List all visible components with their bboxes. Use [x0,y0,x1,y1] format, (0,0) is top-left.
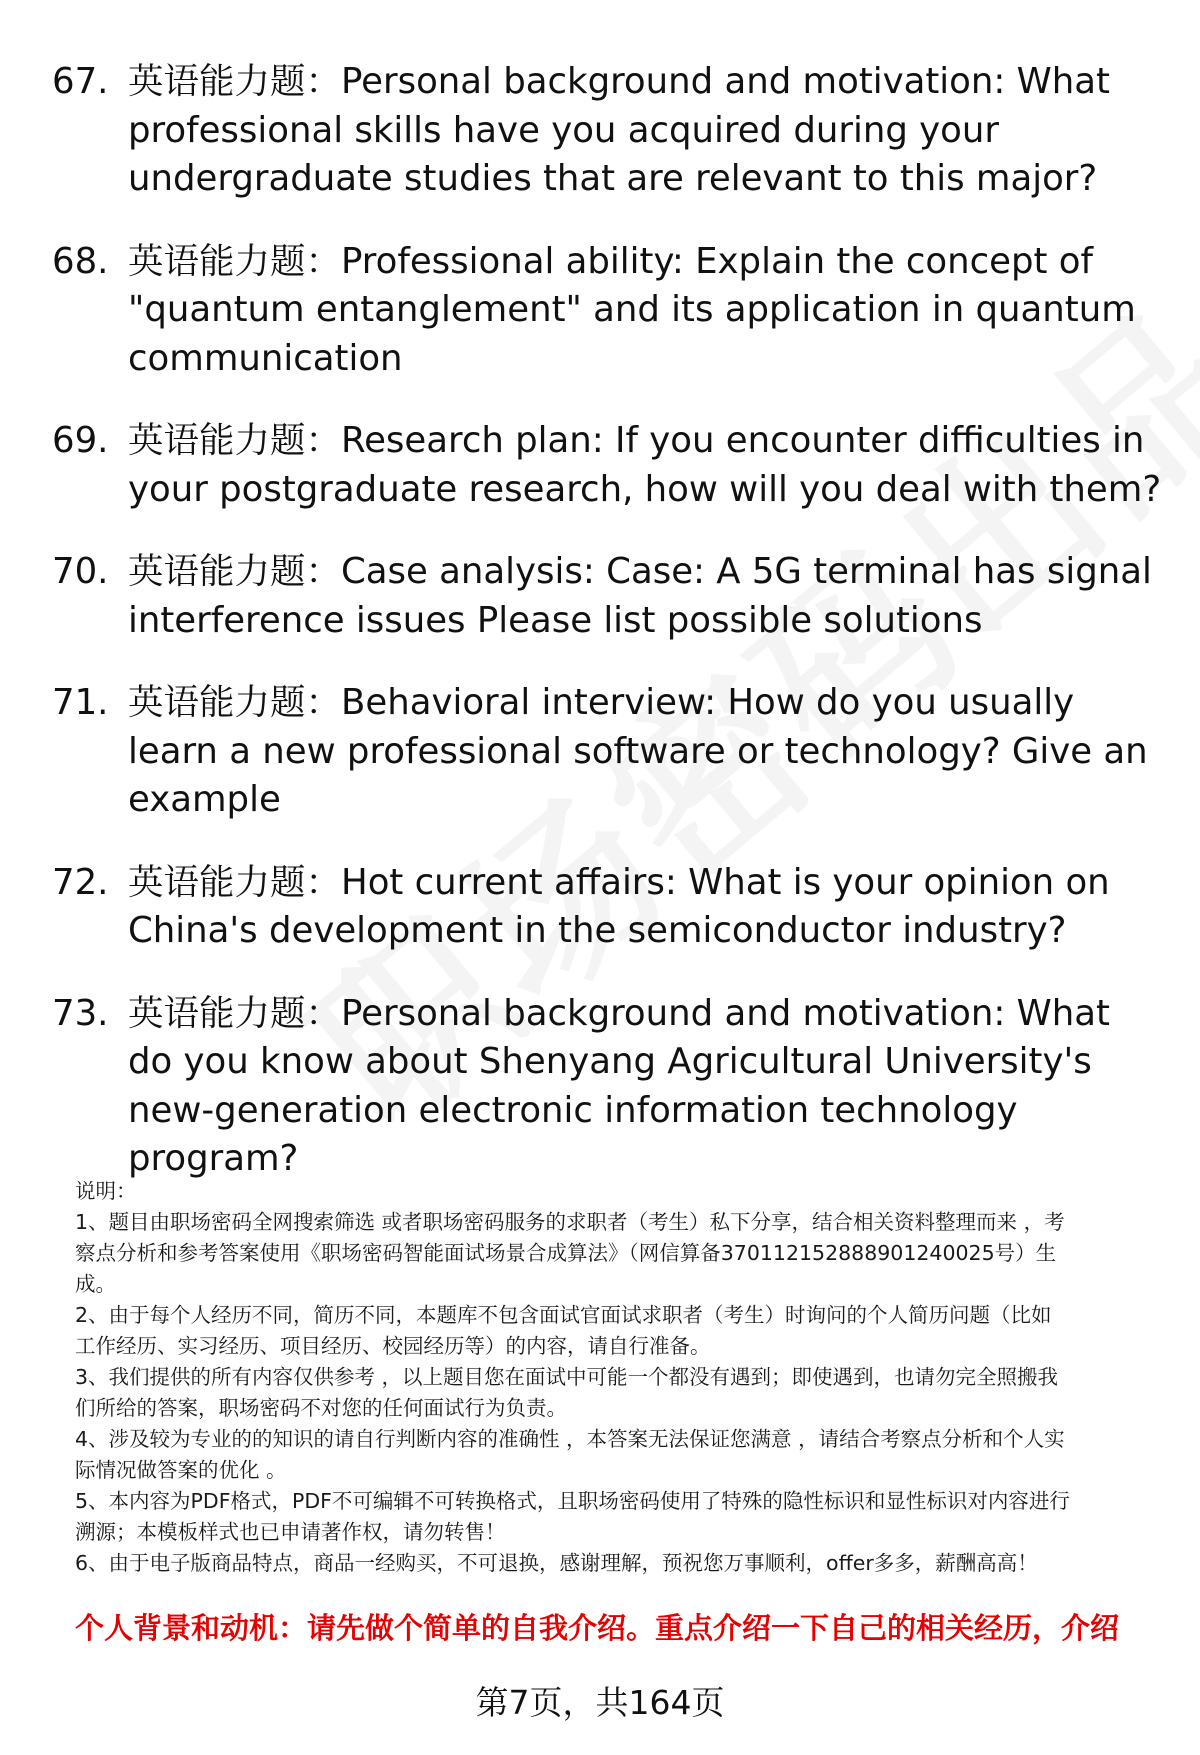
page-number: 第7页，共164页 [475,1683,725,1722]
question-number: 71. [52,682,109,723]
notes-title: 说明： [75,1179,137,1203]
question-item [52,548,1162,645]
question-item [52,990,1162,1184]
question-tag: 英语能力题： [128,240,342,282]
question-number: 73. [52,992,109,1034]
notes-line: 6、由于电子版商品特点，商品一经购买，不可退换，感谢理解，预祝您万事顺利，offer多多，薪酬高高！ [75,1551,1038,1575]
question-tag: 英语能力题： [128,992,342,1034]
question-number: 69. [52,420,109,461]
notes-line: 2、由于每个人经历不同，简历不同，本题库不包含面试官面试求职者（考生）时询问的个人简历问题（比如 [75,1303,1052,1327]
notes-line: 3、我们提供的所有内容仅供参考 ，以上题目您在面试中可能一个都没有遇到；即使遇到，也请勿完全照搬我 [75,1365,1059,1389]
question-number: 72. [52,861,109,903]
notes-line: 溯源；本模板样式也已申请著作权，请勿转售！ [75,1520,506,1544]
question-number: 70. [52,551,109,592]
question-text: Personal background and motivation: What professional skills have you acquired during your undergraduate studies that are relevant to this major? [128,61,1110,199]
question-item [52,238,1162,384]
question-tag: 英语能力题： [128,682,342,723]
question-item [52,58,1162,204]
question-item [52,859,1162,956]
notes-line: 们所给的答案，职场密码不对您的任何面试行为负责。 [75,1396,567,1420]
question-list [52,58,1162,1218]
highlight-question: 个人背景和动机：请先做个简单的自我介绍。重点介绍一下自己的相关经历，介绍 [75,1611,1120,1645]
question-text: Research plan: If you encounter difficulties in your postgraduate research, how will you deal with them? [128,420,1162,510]
question-item [52,417,1162,514]
notes-line: 5、本内容为PDF格式，PDF不可编辑不可转换格式，且职场密码使用了特殊的隐性标识和显性标识对内容进行 [75,1489,1070,1513]
notes-section [75,1176,1160,1579]
question-text: Personal background and motivation: What do you know about Shenyang Agricultural University's new-generation electronic information technology program? [128,992,1110,1179]
question-tag: 英语能力题： [128,551,342,592]
question-text: Hot current affairs: What is your opinion on China's development in the semiconductor industry? [128,861,1110,951]
notes-line: 1、题目由职场密码全网搜索筛选 或者职场密码服务的求职者（考生）私下分享，结合相关资料整理而来 ，考 [75,1210,1065,1234]
question-text: Case analysis: Case: A 5G terminal has signal interference issues Please list possible solutions [128,551,1152,641]
question-number: 67. [52,61,109,102]
question-text: Behavioral interview: How do you usually learn a new professional software or technology? Give an example [128,682,1148,820]
notes-line: 工作经历、实习经历、项目经历、校园经历等）的内容，请自行准备。 [75,1334,711,1358]
notes-line: 成。 [75,1272,116,1296]
question-tag: 英语能力题： [128,420,342,461]
notes-line: 4、涉及较为专业的的知识的请自行判断内容的准确性 ，本答案无法保证您满意 ，请结合考察点分析和个人实 [75,1427,1065,1451]
question-item [52,679,1162,825]
question-number: 68. [52,240,109,282]
question-tag: 英语能力题： [128,861,342,903]
notes-line: 际情况做答案的优化 。 [75,1458,287,1482]
question-text: Professional ability: Explain the concept of "quantum entanglement" and its application in quantum communication [128,240,1136,379]
question-tag: 英语能力题： [128,61,342,102]
notes-line: 察点分析和参考答案使用《职场密码智能面试场景合成算法》（网信算备370112152888901240025号）生 [75,1241,1057,1265]
